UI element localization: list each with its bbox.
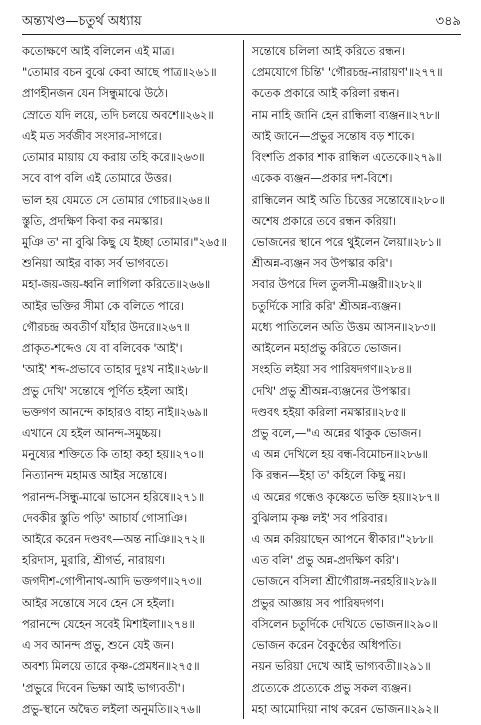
verse-line: তোমার মায়ায় যে করায় তহি করে॥২৬৩॥ bbox=[22, 150, 205, 165]
verse-line: মহা-জয়-জয়-ধ্বনি লাগিলা করিতে॥২৬৬॥ bbox=[22, 277, 211, 292]
verse-line: এত বলি' প্রভু অন্ন-প্রদক্ষিণ করি'। bbox=[251, 553, 399, 568]
verse-line: হরিদাস, মুরারি, শ্রীগর্ভ, নারায়ণ। bbox=[22, 553, 165, 568]
verse-line: প্রেমযোগে চিন্তি' 'গৌরচন্দ্র-নারায়ণ'॥২৭৭॥ bbox=[251, 65, 443, 80]
verse-line: অবশ্য মিলয়ে তারে কৃষ্ণ-প্রেমধন॥২৭৫॥ bbox=[22, 659, 200, 674]
verse-line: ভোজন করেন বৈকুণ্ঠের অধিপতি। bbox=[251, 638, 402, 653]
verse-line: সংহতি লইয়া সব পারিষদগণ॥২৮৪॥ bbox=[251, 362, 412, 377]
verse-line: সন্তোষে চলিলা আই করিতে রন্ধন। bbox=[251, 44, 405, 58]
verse-line: দেবকীর স্তুতি পড়ি' আচার্য গোসাঞি। bbox=[22, 510, 188, 525]
verse-line: কি রন্ধন—ইহা ত' কহিলে কিছু নয়। bbox=[251, 468, 406, 483]
verse-line: শুনিয়া আইর বাক্য সর্ব ভাগবতে। bbox=[22, 256, 169, 271]
verse-line: এ সব আনন্দ প্রভু, শুনে যেই জন। bbox=[22, 638, 174, 653]
verse-line: বুঝিলাম কৃষ্ণ লই' সব পরিবার। bbox=[251, 510, 388, 525]
verse-line: প্রাকৃত-শব্দেও যে বা বলিবেক 'আই'। bbox=[22, 341, 183, 356]
verse-line: সবে বাপ বলি এই তোমারে উত্তর। bbox=[22, 171, 172, 186]
verse-line: আইরে করেন দণ্ডবৎ—অন্ত নাঞি॥২৭২॥ bbox=[22, 532, 205, 547]
verse-line: দণ্ডবৎ হইয়া করিলা নমস্কার॥২৮৫॥ bbox=[251, 404, 406, 419]
verse-line: প্রভু বলে,—"এ অন্নের থাকুক ভোজন। bbox=[251, 425, 422, 440]
left-column bbox=[22, 40, 243, 719]
verse-line: সবার উপরে দিল তুলসী-মঞ্জরী॥২৮২॥ bbox=[251, 277, 423, 292]
verse-line: বিংশতি প্রকার শাক রান্ধিল এতেকে॥২৭৯॥ bbox=[251, 150, 442, 165]
verse-line: মধ্যে পাতিলেন অতি উত্তম আসন॥২৮৩॥ bbox=[251, 319, 436, 334]
verse-line: রান্ধিলেন আই অতি চিত্তের সন্তোষে॥২৮০॥ bbox=[251, 192, 446, 207]
verse-line: স্তুতি, প্রদক্ষিণ কিবা কর নমস্কার। bbox=[22, 213, 163, 228]
header-rule bbox=[22, 34, 461, 35]
verse-line: গৌরচন্দ্র অবতীর্ণ যাঁহার উদরে॥২৬৭॥ bbox=[22, 319, 190, 334]
verse-line: কতেক প্রকারে আই করিলা রন্ধন। bbox=[251, 86, 400, 101]
verse-line: পরানন্দ-সিন্ধু-মাঝে ভাসেন হরিষে॥২৭১॥ bbox=[22, 489, 205, 504]
verse-line: প্রভু দেখি' সন্তোষে পূর্ণিত হইলা আই। bbox=[22, 383, 188, 398]
verse-line: আইলেন মহাপ্রভু করিতে ভোজন। bbox=[251, 341, 402, 356]
verse-line: 'আই' শব্দ-প্রভাবে তাহার দুঃখ নাই॥২৬৮॥ bbox=[22, 362, 209, 377]
verse-line: প্রভুর আজ্ঞায় সব পারিষদগণ। bbox=[251, 595, 384, 610]
right-column bbox=[243, 40, 464, 719]
verse-line: পরানন্দে যেহেন সবেই মিশাইলা॥২৭৪॥ bbox=[22, 616, 195, 631]
verse-line: মনুষ্যের শক্তিতে কি তাহা কহা হয়॥২৭০॥ bbox=[22, 447, 204, 462]
verse-line: এ অন্ন দেখিলে হয় বন্ধ-বিমোচন॥২৮৬॥ bbox=[251, 447, 428, 462]
verse-line: ভক্তগণ আনন্দে কাহারও বাহ্য নাই॥২৬৯॥ bbox=[22, 404, 208, 419]
verse-line: প্রভু-স্থানে অদ্বৈত লইলা অনুমতি॥২৭৬॥ bbox=[22, 701, 201, 716]
verse-line: ভাল হয় যেমতে সে তোমার গোচর॥২৬৪॥ bbox=[22, 192, 210, 207]
verse-line: কতোক্ষণে আই বলিলেন এই মাত্র। bbox=[22, 44, 175, 58]
verse-line: শ্রীঅন্ন-ব্যঞ্জন সব উপস্কার করি'। bbox=[251, 256, 393, 271]
text-columns bbox=[22, 40, 463, 719]
verse-line: আইর সন্তোষে সবে হেন সে হইলা। bbox=[22, 595, 175, 610]
verse-line: নয়ন ভরিয়া দেখে আই ভাগ্যবতী॥২৯১॥ bbox=[251, 659, 431, 674]
verse-line: আই জানে—প্রভুর সন্তোষ বড় শাকে। bbox=[251, 128, 415, 143]
verse-line: স্রোতে যদি লয়ে, তদি চলয়ে অবশে॥২৬২॥ bbox=[22, 107, 214, 122]
verse-line: এই মত সর্বজীব সংসার-সাগরে। bbox=[22, 128, 162, 143]
verse-line: প্রাণহীনজন যেন সিন্ধুমাঝে উঠে। bbox=[22, 86, 168, 101]
page-header bbox=[22, 12, 461, 32]
verse-line: চতুর্দিকে সারি করি' শ্রীঅন্ন-ব্যঞ্জন। bbox=[251, 298, 402, 313]
verse-line: একেক ব্যঞ্জন—প্রকার দশ-বিশে। bbox=[251, 171, 393, 186]
page-number: ৩৪৯ bbox=[435, 13, 461, 29]
verse-line: অশেষ প্রকারে তবে রন্ধন করিয়া। bbox=[251, 213, 396, 228]
verse-line: নাম নাহি জানি হেন রান্ধিলা ব্যঞ্জন॥২৭৮॥ bbox=[251, 107, 440, 122]
verse-line: আইর ভক্তির সীমা কে বলিতে পারে। bbox=[22, 298, 184, 313]
verse-line: প্রত্যেকে প্রত্যেকে প্রভু সকল ব্যঞ্জন। bbox=[251, 680, 412, 695]
verse-line: নিত্যানন্দ মহামত্ত আইর সন্তোষে। bbox=[22, 468, 167, 483]
verse-line: "তোমার বচন বুঝে কেবা আছে পাত্র॥২৬১॥ bbox=[22, 65, 217, 80]
verse-line: এ অন্নের গন্ধেও কৃষ্ণেতে ভক্তি হয়॥২৮৭॥ bbox=[251, 489, 440, 504]
running-title: অন্ত্যখণ্ড—চতুর্থ অধ্যায় bbox=[22, 13, 142, 29]
verse-line: ভোজনের স্থানে পরে থুইলেন লৈয়া॥২৮১॥ bbox=[251, 234, 442, 249]
verse-line: মহা আমোদিয়া নাথ করেন ভোজন॥২৯২॥ bbox=[251, 701, 439, 716]
verse-line: এখানে যে হইল আনন্দ-সমুচ্চয়। bbox=[22, 425, 162, 440]
verse-line: এ অন্ন করিয়াছেন আপনে স্বীকার।"২৮৮॥ bbox=[251, 532, 434, 547]
verse-line: জগদীশ-গোপীনাথ-আদি ভক্তগণ॥২৭৩॥ bbox=[22, 574, 202, 589]
verse-line: মুঞি ত' না বুঝি কিছু যে ইচ্ছা তোমার।"২৬৫॥ bbox=[22, 234, 227, 249]
verse-line: ভোজনে বসিলা শ্রীগৌরাঙ্গ-নরহরি॥২৮৯॥ bbox=[251, 574, 437, 589]
verse-line: বসিলেন চতুর্দিকে দেখিতে ভোজন॥২৯০॥ bbox=[251, 616, 438, 631]
verse-line: 'প্রভুরে দিবেন ভিক্ষা আই ভাগ্যবতী'। bbox=[22, 680, 185, 695]
verse-line: দেখি' প্রভু শ্রীঅন্ন-ব্যঞ্জনের উপস্কার। bbox=[251, 383, 411, 398]
